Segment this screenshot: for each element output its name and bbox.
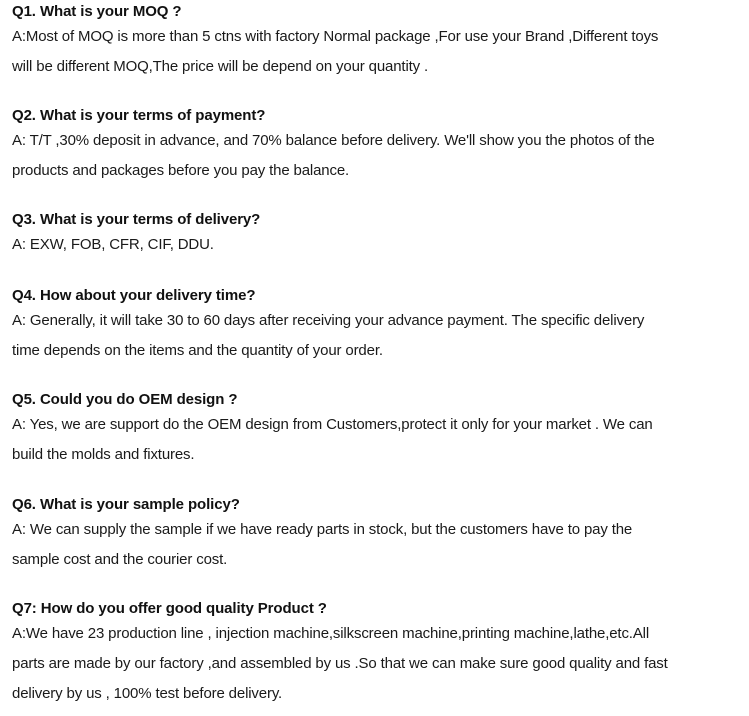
faq-question: Q1. What is your MOQ ? bbox=[12, 3, 182, 20]
faq-question: Q7: How do you offer good quality Product ? bbox=[12, 600, 327, 617]
faq-answer-line: build the molds and fixtures. bbox=[12, 446, 195, 463]
faq-question: Q6. What is your sample policy? bbox=[12, 496, 240, 513]
faq-item-q4 bbox=[12, 286, 742, 361]
faq-answer-line: will be different MOQ,The price will be depend on your quantity . bbox=[12, 58, 429, 75]
faq-answer-line: parts are made by our factory ,and assembled by us .So that we can make sure good quality and fast bbox=[12, 655, 668, 672]
faq-question: Q2. What is your terms of payment? bbox=[12, 107, 266, 124]
faq-answer-line: A: We can supply the sample if we have ready parts in stock, but the customers have to pay the bbox=[12, 521, 633, 538]
faq-item-q2 bbox=[12, 106, 742, 181]
faq-item-q3 bbox=[12, 210, 742, 255]
faq-answer-line: products and packages before you pay the balance. bbox=[12, 162, 350, 179]
faq-item-q5 bbox=[12, 390, 742, 465]
faq-answer-line: A:Most of MOQ is more than 5 ctns with factory Normal package ,For use your Brand ,Different toys bbox=[12, 28, 659, 45]
faq-answer-line: A:We have 23 production line , injection machine,silkscreen machine,printing machine,lathe,etc.All bbox=[12, 625, 650, 642]
faq-question: Q3. What is your terms of delivery? bbox=[12, 211, 261, 228]
faq-item-q6 bbox=[12, 495, 742, 570]
faq-question: Q4. How about your delivery time? bbox=[12, 287, 256, 304]
faq-item-q7 bbox=[12, 599, 742, 704]
faq-answer-line: time depends on the items and the quantity of your order. bbox=[12, 342, 383, 359]
faq-question: Q5. Could you do OEM design ? bbox=[12, 391, 238, 408]
faq-answer-line: sample cost and the courier cost. bbox=[12, 551, 228, 568]
faq-answer-line: A: Yes, we are support do the OEM design from Customers,protect it only for your market . We can bbox=[12, 416, 653, 433]
faq-answer-line: delivery by us , 100% test before delivery. bbox=[12, 685, 283, 702]
faq-answer-line: A: EXW, FOB, CFR, CIF, DDU. bbox=[12, 236, 214, 253]
faq-item-q1 bbox=[12, 2, 742, 77]
faq-answer-line: A: T/T ,30% deposit in advance, and 70% balance before delivery. We'll show you the photos of the bbox=[12, 132, 655, 149]
faq-answer-line: A: Generally, it will take 30 to 60 days after receiving your advance payment. The specific delivery bbox=[12, 312, 645, 329]
